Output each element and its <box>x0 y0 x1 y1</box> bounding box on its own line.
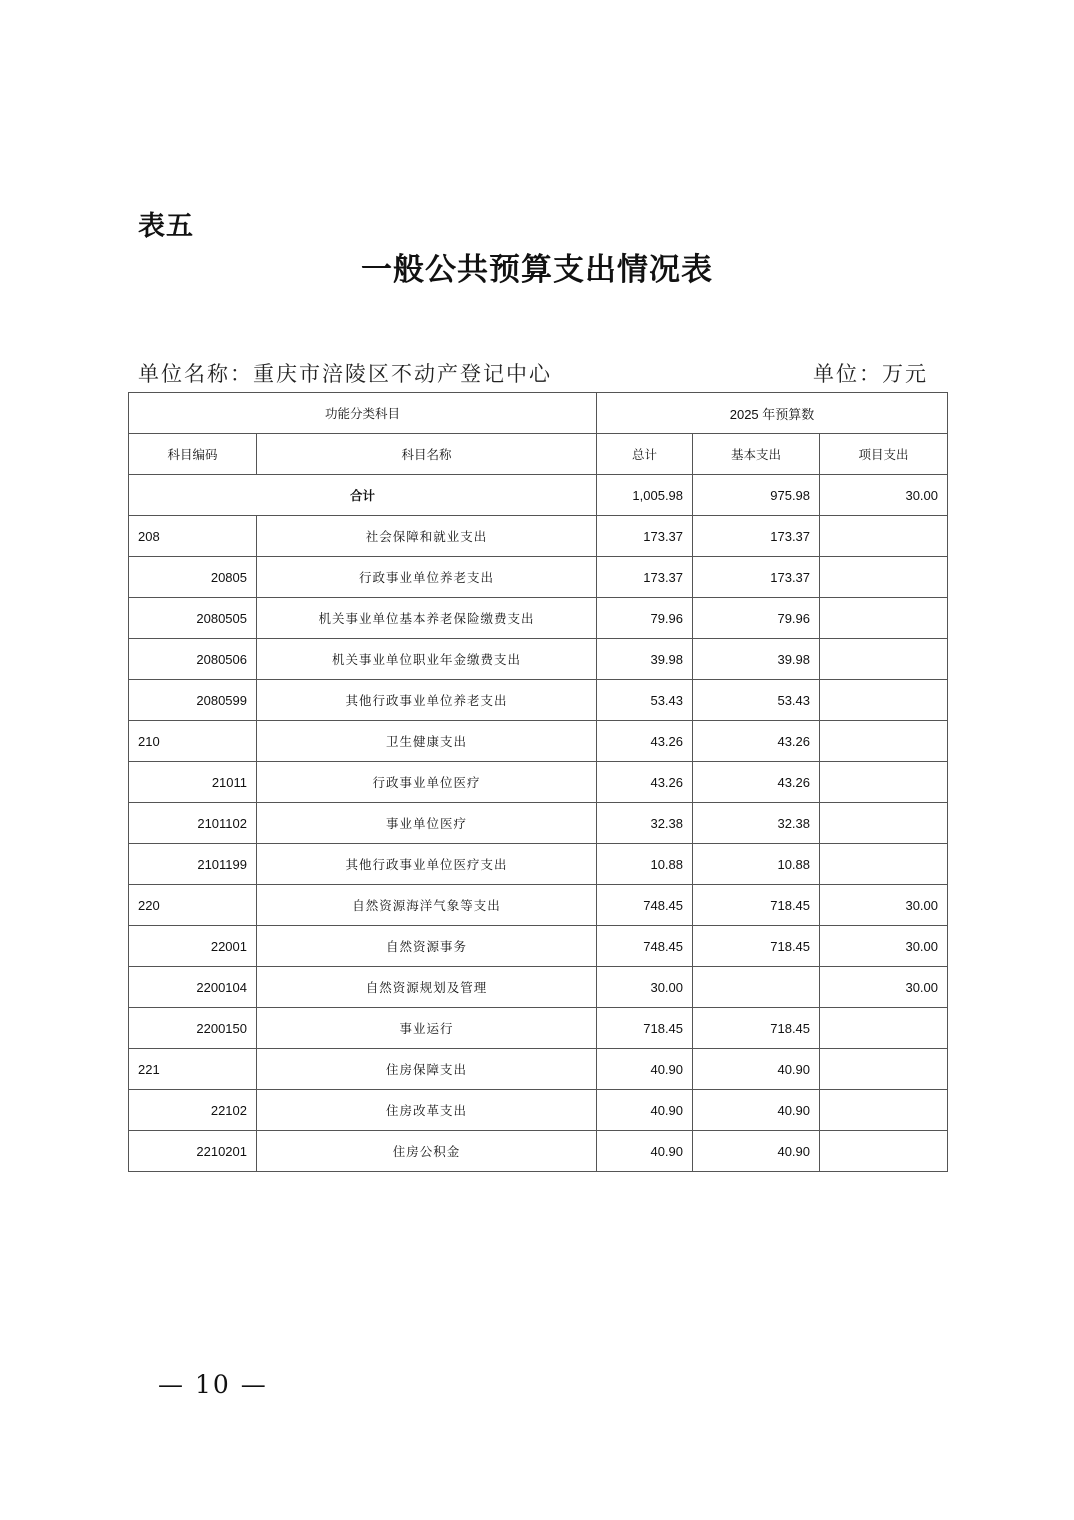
table-row <box>129 967 948 1008</box>
row-project <box>820 1008 948 1049</box>
row-basic: 79.96 <box>693 598 820 639</box>
page-number: — 10 — <box>158 1370 268 1399</box>
row-basic: 718.45 <box>693 926 820 967</box>
row-total: 32.38 <box>597 803 693 844</box>
row-project <box>820 680 948 721</box>
row-basic <box>693 967 820 1008</box>
total-project: 30.00 <box>820 475 948 516</box>
row-project: 30.00 <box>820 885 948 926</box>
row-basic: 10.88 <box>693 844 820 885</box>
table-row <box>129 926 948 967</box>
row-name: 事业单位医疗 <box>257 803 597 844</box>
row-basic: 40.90 <box>693 1131 820 1172</box>
row-total: 43.26 <box>597 762 693 803</box>
row-total: 40.90 <box>597 1049 693 1090</box>
table-row <box>129 1090 948 1131</box>
row-name: 机关事业单位基本养老保险缴费支出 <box>257 598 597 639</box>
row-project <box>820 1049 948 1090</box>
row-total: 748.45 <box>597 926 693 967</box>
table-row <box>129 844 948 885</box>
group-header-budget-year: 2025 年预算数 <box>597 393 948 434</box>
row-total: 748.45 <box>597 885 693 926</box>
table-row <box>129 557 948 598</box>
budget-table <box>128 392 948 1172</box>
total-basic: 975.98 <box>693 475 820 516</box>
row-code: 21011 <box>129 762 257 803</box>
row-name: 自然资源事务 <box>257 926 597 967</box>
table-row <box>129 680 948 721</box>
row-project <box>820 721 948 762</box>
row-project <box>820 598 948 639</box>
table-row <box>129 885 948 926</box>
page-title: 一般公共预算支出情况表 <box>361 252 713 288</box>
column-header-total: 总计 <box>597 434 693 475</box>
row-total: 40.90 <box>597 1090 693 1131</box>
row-project <box>820 1131 948 1172</box>
row-basic: 718.45 <box>693 1008 820 1049</box>
row-code: 2080506 <box>129 639 257 680</box>
row-total: 30.00 <box>597 967 693 1008</box>
row-total: 173.37 <box>597 516 693 557</box>
row-code: 22102 <box>129 1090 257 1131</box>
total-amount: 1,005.98 <box>597 475 693 516</box>
row-code: 2200150 <box>129 1008 257 1049</box>
row-basic: 32.38 <box>693 803 820 844</box>
row-name: 住房保障支出 <box>257 1049 597 1090</box>
row-project <box>820 762 948 803</box>
table-row <box>129 598 948 639</box>
row-code: 220 <box>129 885 257 926</box>
row-name: 住房改革支出 <box>257 1090 597 1131</box>
table-row <box>129 1131 948 1172</box>
row-basic: 173.37 <box>693 557 820 598</box>
row-code: 2101199 <box>129 844 257 885</box>
row-total: 53.43 <box>597 680 693 721</box>
row-total: 10.88 <box>597 844 693 885</box>
row-code: 221 <box>129 1049 257 1090</box>
row-project <box>820 557 948 598</box>
total-label: 合计 <box>129 475 597 516</box>
table-label: 表五 <box>138 211 194 242</box>
row-project <box>820 844 948 885</box>
column-header-project: 项目支出 <box>820 434 948 475</box>
row-project: 30.00 <box>820 967 948 1008</box>
row-name: 社会保障和就业支出 <box>257 516 597 557</box>
row-code: 20805 <box>129 557 257 598</box>
table-row <box>129 721 948 762</box>
row-code: 22001 <box>129 926 257 967</box>
row-code: 2210201 <box>129 1131 257 1172</box>
row-total: 40.90 <box>597 1131 693 1172</box>
row-project: 30.00 <box>820 926 948 967</box>
row-project <box>820 1090 948 1131</box>
row-basic: 39.98 <box>693 639 820 680</box>
row-name: 自然资源规划及管理 <box>257 967 597 1008</box>
table-row <box>129 1049 948 1090</box>
row-code: 2080505 <box>129 598 257 639</box>
row-code: 2080599 <box>129 680 257 721</box>
group-header-row <box>129 393 948 434</box>
column-header-code: 科目编码 <box>129 434 257 475</box>
row-total: 39.98 <box>597 639 693 680</box>
row-total: 43.26 <box>597 721 693 762</box>
row-total: 79.96 <box>597 598 693 639</box>
column-header-name: 科目名称 <box>257 434 597 475</box>
row-basic: 43.26 <box>693 721 820 762</box>
row-name: 自然资源海洋气象等支出 <box>257 885 597 926</box>
row-name: 其他行政事业单位养老支出 <box>257 680 597 721</box>
total-row <box>129 475 948 516</box>
row-name: 事业运行 <box>257 1008 597 1049</box>
table-row <box>129 516 948 557</box>
table-row <box>129 803 948 844</box>
row-name: 机关事业单位职业年金缴费支出 <box>257 639 597 680</box>
row-name: 行政事业单位养老支出 <box>257 557 597 598</box>
row-basic: 40.90 <box>693 1090 820 1131</box>
row-project <box>820 803 948 844</box>
row-code: 210 <box>129 721 257 762</box>
currency-unit: 单位：万元 <box>813 362 928 386</box>
group-header-functional: 功能分类科目 <box>129 393 597 434</box>
row-project <box>820 639 948 680</box>
row-total: 718.45 <box>597 1008 693 1049</box>
row-code: 2200104 <box>129 967 257 1008</box>
table-row <box>129 639 948 680</box>
row-project <box>820 516 948 557</box>
row-basic: 43.26 <box>693 762 820 803</box>
table-row <box>129 1008 948 1049</box>
row-name: 卫生健康支出 <box>257 721 597 762</box>
row-total: 173.37 <box>597 557 693 598</box>
row-code: 208 <box>129 516 257 557</box>
row-basic: 173.37 <box>693 516 820 557</box>
table-row <box>129 762 948 803</box>
row-name: 其他行政事业单位医疗支出 <box>257 844 597 885</box>
row-name: 行政事业单位医疗 <box>257 762 597 803</box>
row-basic: 40.90 <box>693 1049 820 1090</box>
unit-name: 单位名称：重庆市涪陵区不动产登记中心 <box>138 362 552 386</box>
row-basic: 53.43 <box>693 680 820 721</box>
column-header-basic: 基本支出 <box>693 434 820 475</box>
row-code: 2101102 <box>129 803 257 844</box>
row-name: 住房公积金 <box>257 1131 597 1172</box>
row-basic: 718.45 <box>693 885 820 926</box>
column-header-row <box>129 434 948 475</box>
